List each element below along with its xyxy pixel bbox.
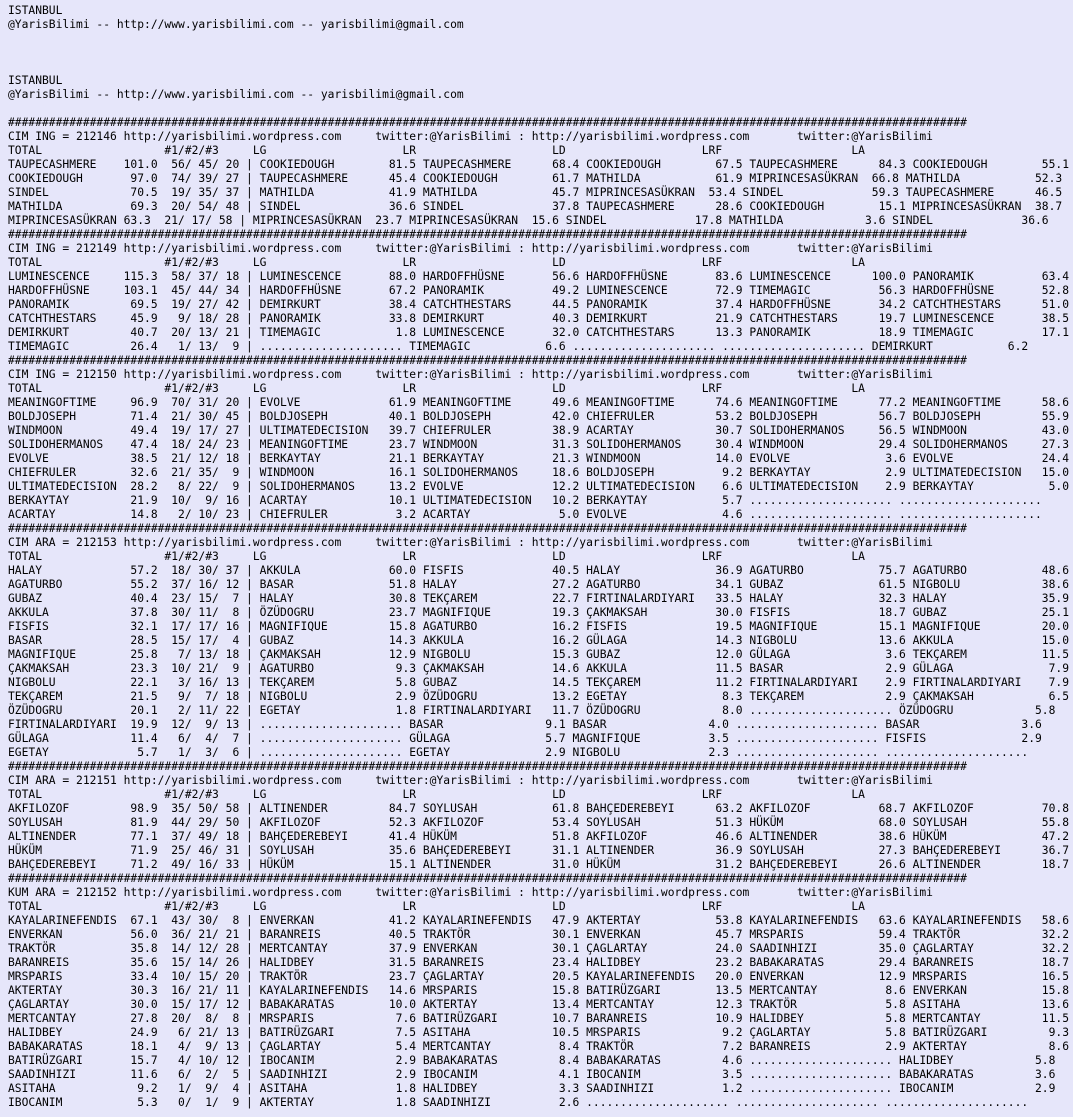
table-row: EGETAY 5.7 1/ 3/ 6 | ..................... EGETAY 2.9 NIGBOLU 2.3 ..................... ..................... xyxy=(8,746,1029,759)
column-header: TOTAL #1/#2/#3 LG LR LD LRF LA xyxy=(8,550,865,563)
table-row: BABAKARATAS 18.1 4/ 9/ 13 | ÇAGLARTAY 5.4 MERTCANTAY 8.4 TRAKTÖR 7.2 BARANREIS 2.9 AKTERTAY 8.6 xyxy=(8,1040,1070,1053)
table-row: ACARTAY 14.8 2/ 10/ 23 | CHIEFRULER 3.2 ACARTAY 5.0 EVOLVE 4.6 ..................... ..................... xyxy=(8,508,1042,521)
separator-line: ############################################################################################################################################# xyxy=(8,354,967,367)
table-row: ASITAHA 9.2 1/ 9/ 4 | ASITAHA 1.8 HALIDBEY 3.3 SAADINHIZI 1.2 ..................... IBOCANIM 2.9 xyxy=(8,1082,1056,1095)
table-row: COOKIEDOUGH 97.0 74/ 39/ 27 | TAUPECASHMERE 45.4 COOKIEDOUGH 61.7 MATHILDA 61.9 MIPRINCESASÜKRAN 66.8 MATHILDA 52.3 xyxy=(8,172,1063,185)
table-row: WINDMOON 49.4 19/ 17/ 27 | ULTIMATEDECISION 39.7 CHIEFRULER 38.9 ACARTAY 30.7 SOLIDOHERMANOS 56.5 WINDMOON 43.0 xyxy=(8,424,1070,437)
table-row: MERTCANTAY 27.8 20/ 8/ 8 | MRSPARIS 7.6 BATIRÜZGARI 10.7 BARANREIS 10.9 HALIDBEY 5.8 MERTCANTAY 11.5 xyxy=(8,1012,1070,1025)
race-title: CIM ARA = 212153 http://yarisbilimi.wordpress.com twitter:@YarisBilimi : http://yarisbilimi.wordpress.com twitter:@YarisBilimi xyxy=(8,536,933,549)
table-row: ALTINENDER 77.1 37/ 49/ 18 | BAHÇEDEREBEYI 41.4 HÜKÜM 51.8 AKFILOZOF 46.6 ALTINENDER 38.6 HÜKÜM 47.2 xyxy=(8,830,1070,843)
table-row: BATIRÜZGARI 15.7 4/ 10/ 12 | IBOCANIM 2.9 BABAKARATAS 8.4 BABAKARATAS 4.6 ..................... HALIDBEY 5.8 xyxy=(8,1054,1056,1067)
table-row: SAADINHIZI 11.6 6/ 2/ 5 | SAADINHIZI 2.9 IBOCANIM 4.1 IBOCANIM 3.5 ..................... BABAKARATAS 3.6 xyxy=(8,1068,1056,1081)
table-row: TIMEMAGIC 26.4 1/ 13/ 9 | ..................... TIMEMAGIC 6.6 ..................... ..................... DEMIRKURT 6.2 xyxy=(8,340,1029,353)
table-row: ÇAGLARTAY 30.0 15/ 17/ 12 | BABAKARATAS 10.0 AKTERTAY 13.4 MERTCANTAY 12.3 TRAKTÖR 5.8 ASITAHA 13.6 xyxy=(8,998,1070,1011)
table-row: PANORAMIK 69.5 19/ 27/ 42 | DEMIRKURT 38.4 CATCHTHESTARS 44.5 PANORAMIK 37.4 HARDOFFHÜSNE 34.2 CATCHTHESTARS 51.0 xyxy=(8,298,1070,311)
table-row: HÜKÜM 71.9 25/ 46/ 31 | SOYLUSAH 35.6 BAHÇEDEREBEYI 31.1 ALTINENDER 36.9 SOYLUSAH 27.3 BAHÇEDEREBEYI 36.7 xyxy=(8,844,1070,857)
table-row: CATCHTHESTARS 45.9 9/ 18/ 28 | PANORAMIK 33.8 DEMIRKURT 40.3 DEMIRKURT 21.9 CATCHTHESTARS 19.7 LUMINESCENCE 38.5 xyxy=(8,312,1070,325)
separator-line: ############################################################################################################################################# xyxy=(8,116,967,129)
table-row: GUBAZ 40.4 23/ 15/ 7 | HALAY 30.8 TEKÇAREM 22.7 FIRTINALARDIYARI 33.5 HALAY 32.3 HALAY 35.9 xyxy=(8,592,1070,605)
table-row: NIGBOLU 22.1 3/ 16/ 13 | TEKÇAREM 5.8 GUBAZ 14.5 TEKÇAREM 11.2 FIRTINALARDIYARI 2.9 FIRTINALARDIYARI 7.9 xyxy=(8,676,1070,689)
column-header: TOTAL #1/#2/#3 LG LR LD LRF LA xyxy=(8,382,865,395)
table-row: AKKULA 37.8 30/ 11/ 8 | ÖZÜDOGRU 23.7 MAGNIFIQUE 19.3 ÇAKMAKSAH 30.0 FISFIS 18.7 GUBAZ 25.1 xyxy=(8,606,1070,619)
race-block xyxy=(8,872,1073,1110)
race-title: CIM ING = 212149 http://yarisbilimi.wordpress.com twitter:@YarisBilimi : http://yarisbilimi.wordpress.com twitter:@YarisBilimi xyxy=(8,242,933,255)
table-row: BASAR 28.5 15/ 17/ 4 | GUBAZ 14.3 AKKULA 16.2 GÜLAGA 14.3 NIGBOLU 13.6 AKKULA 15.0 xyxy=(8,634,1070,647)
separator-line: ############################################################################################################################################# xyxy=(8,872,967,885)
contact-line: @YarisBilimi -- http://www.yarisbilimi.com -- yarisbilimi@gmail.com xyxy=(8,88,464,101)
table-row: HARDOFFHÜSNE 103.1 45/ 44/ 34 | HARDOFFHÜSNE 67.2 PANORAMIK 49.2 LUMINESCENCE 72.9 TIMEMAGIC 56.3 HARDOFFHÜSNE 52.8 xyxy=(8,284,1070,297)
table-row: SOYLUSAH 81.9 44/ 29/ 50 | AKFILOZOF 52.3 AKFILOZOF 53.4 SOYLUSAH 51.3 HÜKÜM 68.0 SOYLUSAH 55.8 xyxy=(8,816,1070,829)
table-row: BARANREIS 35.6 15/ 14/ 26 | HALIDBEY 31.5 BARANREIS 23.4 HALIDBEY 23.2 BABAKARATAS 29.4 BARANREIS 18.7 xyxy=(8,956,1070,969)
table-row: AKFILOZOF 98.9 35/ 50/ 58 | ALTINENDER 84.7 SOYLUSAH 61.8 BAHÇEDEREBEYI 63.2 AKFILOZOF 68.7 AKFILOZOF 70.8 xyxy=(8,802,1070,815)
table-row: HALIDBEY 24.9 6/ 21/ 13 | BATIRÜZGARI 7.5 ASITAHA 10.5 MRSPARIS 9.2 ÇAGLARTAY 5.8 BATIRÜZGARI 9.3 xyxy=(8,1026,1070,1039)
race-block xyxy=(8,354,1073,522)
races-container xyxy=(8,116,1073,1110)
table-row: ÖZÜDOGRU 20.1 2/ 11/ 22 | EGETAY 1.8 FIRTINALARDIYARI 11.7 ÖZÜDOGRU 8.0 ..................... ÖZÜDOGRU 5.8 xyxy=(8,704,1056,717)
table-row: ULTIMATEDECISION 28.2 8/ 22/ 9 | SOLIDOHERMANOS 13.2 EVOLVE 12.2 ULTIMATEDECISION 6.6 ULTIMATEDECISION 2.9 BERKAYTAY 5.0 xyxy=(8,480,1070,493)
race-block xyxy=(8,760,1073,872)
race-title: KUM ARA = 212152 http://yarisbilimi.wordpress.com twitter:@YarisBilimi : http://yarisbilimi.wordpress.com twitter:@YarisBilimi xyxy=(8,886,933,899)
race-title: CIM ARA = 212151 http://yarisbilimi.wordpress.com twitter:@YarisBilimi : http://yarisbilimi.wordpress.com twitter:@YarisBilimi xyxy=(8,774,933,787)
separator-line: ############################################################################################################################################# xyxy=(8,760,967,773)
table-row: BAHÇEDEREBEYI 71.2 49/ 16/ 33 | HÜKÜM 15.1 ALTINENDER 31.0 HÜKÜM 31.2 BAHÇEDEREBEYI 26.6 ALTINENDER 18.7 xyxy=(8,858,1070,871)
table-row: GÜLAGA 11.4 6/ 4/ 7 | ..................... GÜLAGA 5.7 MAGNIFIQUE 3.5 ..................... FISFIS 2.9 xyxy=(8,732,1042,745)
table-row: KAYALARINEFENDIS 67.1 43/ 30/ 8 | ENVERKAN 41.2 KAYALARINEFENDIS 47.9 AKTERTAY 53.8 KAYALARINEFENDIS 63.6 KAYALARINEFENDIS 58.6 xyxy=(8,914,1070,927)
contact-line: @YarisBilimi -- http://www.yarisbilimi.com -- yarisbilimi@gmail.com xyxy=(8,18,464,31)
race-block xyxy=(8,228,1073,354)
table-row: ENVERKAN 56.0 36/ 21/ 21 | BARANREIS 40.5 TRAKTÖR 30.1 ENVERKAN 45.7 MRSPARIS 59.4 TRAKTÖR 32.2 xyxy=(8,928,1070,941)
table-row: CHIEFRULER 32.6 21/ 35/ 9 | WINDMOON 16.1 SOLIDOHERMANOS 18.6 BOLDJOSEPH 9.2 BERKAYTAY 2.9 ULTIMATEDECISION 15.0 xyxy=(8,466,1070,479)
city-title: ISTANBUL xyxy=(8,74,63,87)
table-row: FISFIS 32.1 17/ 17/ 16 | MAGNIFIQUE 15.8 AGATURBO 16.2 FISFIS 19.5 MAGNIFIQUE 15.1 MAGNIFIQUE 20.0 xyxy=(8,620,1070,633)
table-row: SOLIDOHERMANOS 47.4 18/ 24/ 23 | MEANINGOFTIME 23.7 WINDMOON 31.3 SOLIDOHERMANOS 30.4 WINDMOON 29.4 SOLIDOHERMANOS 27.3 xyxy=(8,438,1070,451)
table-row: MEANINGOFTIME 96.9 70/ 31/ 20 | EVOLVE 61.9 MEANINGOFTIME 49.6 MEANINGOFTIME 74.6 MEANINGOFTIME 77.2 MEANINGOFTIME 58.6 xyxy=(8,396,1070,409)
table-row: LUMINESCENCE 115.3 58/ 37/ 18 | LUMINESCENCE 88.0 HARDOFFHÜSNE 56.6 HARDOFFHÜSNE 83.6 LUMINESCENCE 100.0 PANORAMIK 63.4 xyxy=(8,270,1070,283)
table-row: MAGNIFIQUE 25.8 7/ 13/ 18 | ÇAKMAKSAH 12.9 NIGBOLU 15.3 GUBAZ 12.0 GÜLAGA 3.6 TEKÇAREM 11.5 xyxy=(8,648,1070,661)
table-row: EVOLVE 38.5 21/ 12/ 18 | BERKAYTAY 21.1 BERKAYTAY 21.3 WINDMOON 14.0 EVOLVE 3.6 EVOLVE 24.4 xyxy=(8,452,1070,465)
race-title: CIM ING = 212150 http://yarisbilimi.wordpress.com twitter:@YarisBilimi : http://yarisbilimi.wordpress.com twitter:@YarisBilimi xyxy=(8,368,933,381)
table-row: SINDEL 70.5 19/ 35/ 37 | MATHILDA 41.9 MATHILDA 45.7 MIPRINCESASÜKRAN 53.4 SINDEL 59.3 TAUPECASHMERE 46.5 xyxy=(8,186,1063,199)
separator-line: ############################################################################################################################################# xyxy=(8,522,967,535)
table-row: MIPRINCESASÜKRAN 63.3 21/ 17/ 58 | MIPRINCESASÜKRAN 23.7 MIPRINCESASÜKRAN 15.6 SINDEL 17.8 MATHILDA 3.6 SINDEL 36.6 xyxy=(8,214,1049,227)
race-block xyxy=(8,116,1073,228)
table-row: TEKÇAREM 21.5 9/ 7/ 18 | NIGBOLU 2.9 ÖZÜDOGRU 13.2 EGETAY 8.3 TEKÇAREM 2.9 ÇAKMAKSAH 6.5 xyxy=(8,690,1070,703)
race-title: CIM ING = 212146 http://yarisbilimi.wordpress.com twitter:@YarisBilimi : http://yarisbilimi.wordpress.com twitter:@YarisBilimi xyxy=(8,130,933,143)
column-header: TOTAL #1/#2/#3 LG LR LD LRF LA xyxy=(8,144,865,157)
table-row: AGATURBO 55.2 37/ 16/ 12 | BASAR 51.8 HALAY 27.2 AGATURBO 34.1 GUBAZ 61.5 NIGBOLU 38.6 xyxy=(8,578,1070,591)
table-row: MRSPARIS 33.4 10/ 15/ 20 | TRAKTÖR 23.7 ÇAGLARTAY 20.5 KAYALARINEFENDIS 20.0 ENVERKAN 12.9 MRSPARIS 16.5 xyxy=(8,970,1070,983)
column-header: TOTAL #1/#2/#3 LG LR LD LRF LA xyxy=(8,900,865,913)
column-header: TOTAL #1/#2/#3 LG LR LD LRF LA xyxy=(8,256,865,269)
table-row: MATHILDA 69.3 20/ 54/ 48 | SINDEL 36.6 SINDEL 37.8 TAUPECASHMERE 28.6 COOKIEDOUGH 15.1 MIPRINCESASÜKRAN 38.7 xyxy=(8,200,1063,213)
table-row: AKTERTAY 30.3 16/ 21/ 11 | KAYALARINEFENDIS 14.6 MRSPARIS 15.8 BATIRÜZGARI 13.5 MERTCANTAY 8.6 ENVERKAN 15.8 xyxy=(8,984,1070,997)
table-row: FIRTINALARDIYARI 19.9 12/ 9/ 13 | ..................... BASAR 9.1 BASAR 4.0 ..................... BASAR 3.6 xyxy=(8,718,1042,731)
race-block xyxy=(8,522,1073,760)
column-header: TOTAL #1/#2/#3 LG LR LD LRF LA xyxy=(8,788,865,801)
table-row: TAUPECASHMERE 101.0 56/ 45/ 20 | COOKIEDOUGH 81.5 TAUPECASHMERE 68.4 COOKIEDOUGH 67.5 TAUPECASHMERE 84.3 COOKIEDOUGH 55.1 xyxy=(8,158,1070,171)
table-row: HALAY 57.2 18/ 30/ 37 | AKKULA 60.0 FISFIS 40.5 HALAY 36.9 AGATURBO 75.7 AGATURBO 48.6 xyxy=(8,564,1070,577)
city-title: ISTANBUL xyxy=(8,4,63,17)
table-row: DEMIRKURT 40.7 20/ 13/ 21 | TIMEMAGIC 1.8 LUMINESCENCE 32.0 CATCHTHESTARS 13.3 PANORAMIK 18.9 TIMEMAGIC 17.1 xyxy=(8,326,1070,339)
table-row: BERKAYTAY 21.9 10/ 9/ 16 | ACARTAY 10.1 ULTIMATEDECISION 10.2 BERKAYTAY 5.7 ..................... ..................... xyxy=(8,494,1042,507)
table-row: BOLDJOSEPH 71.4 21/ 30/ 45 | BOLDJOSEPH 40.1 BOLDJOSEPH 42.0 CHIEFRULER 53.2 BOLDJOSEPH 56.7 BOLDJOSEPH 55.9 xyxy=(8,410,1070,423)
table-row: TRAKTÖR 35.8 14/ 12/ 28 | MERTCANTAY 37.9 ENVERKAN 30.1 ÇAGLARTAY 24.0 SAADINHIZI 35.0 ÇAGLARTAY 32.2 xyxy=(8,942,1070,955)
separator-line: ############################################################################################################################################# xyxy=(8,228,967,241)
table-row: IBOCANIM 5.3 0/ 1/ 9 | AKTERTAY 1.8 SAADINHIZI 2.6 ..................... ..................... ..................... xyxy=(8,1096,1029,1109)
table-row: ÇAKMAKSAH 23.3 10/ 21/ 9 | AGATURBO 9.3 ÇAKMAKSAH 14.6 AKKULA 11.5 BASAR 2.9 GÜLAGA 7.9 xyxy=(8,662,1070,675)
